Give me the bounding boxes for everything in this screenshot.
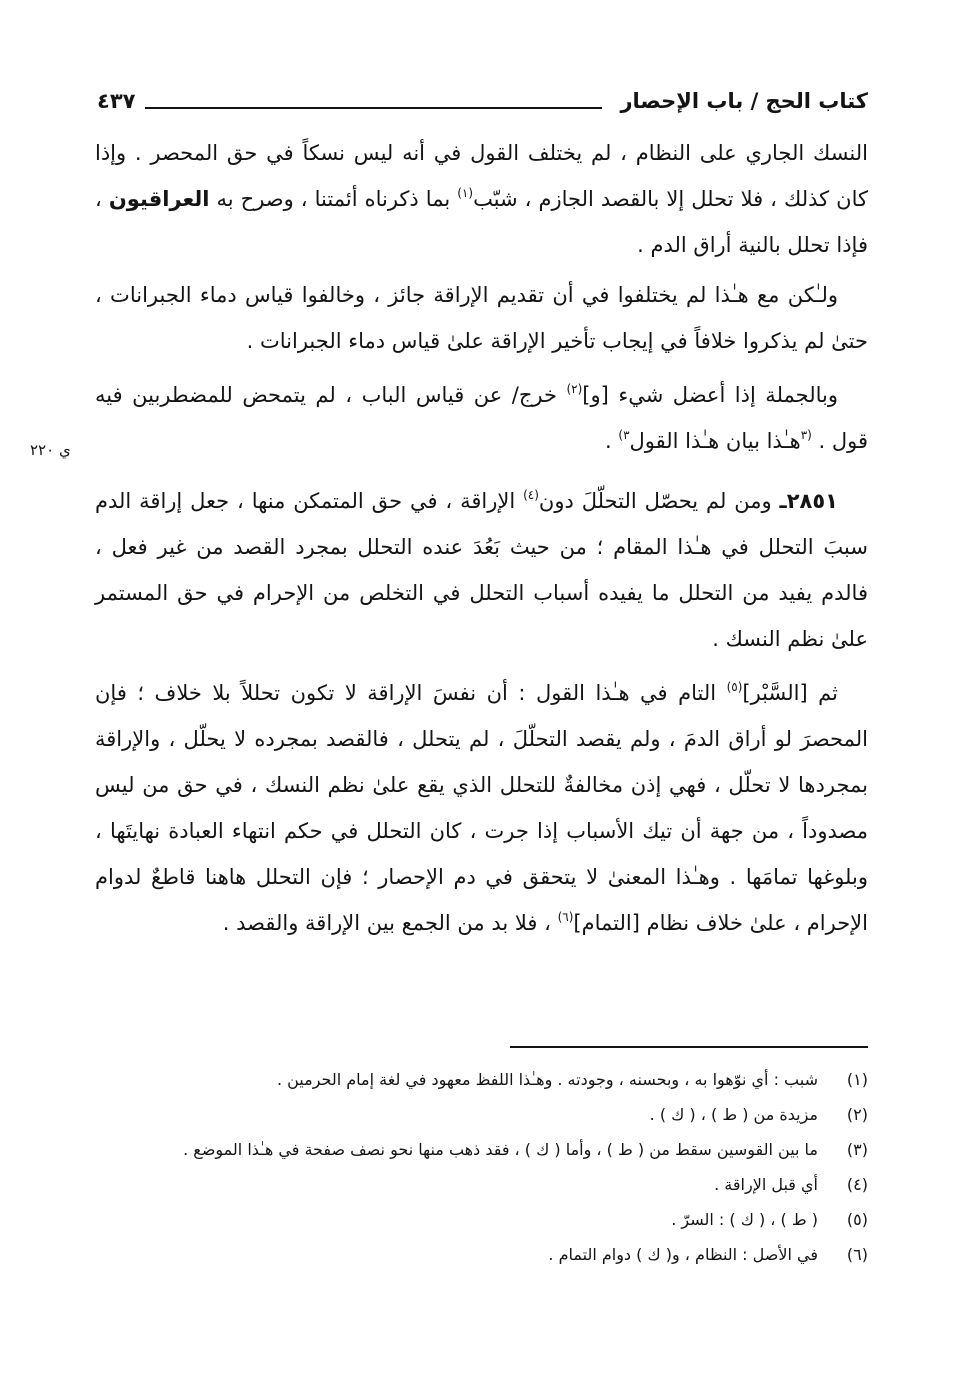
page-content — [95, 130, 868, 1272]
body-text: خرج/ عن قياس الباب ، لم يتمحض للمضطربين فيه قول . — [95, 383, 868, 453]
section-number: ٢٨٥١ـ — [779, 489, 838, 513]
body-text: وبالجملة إذا أعضل شيء [و] — [582, 383, 838, 407]
body-text: هـٰذا بيان هـٰذا القول — [629, 429, 801, 453]
body-text: . — [605, 429, 619, 453]
footnote-number: (٦) — [846, 1245, 868, 1264]
paragraph — [95, 130, 868, 268]
body-text: ، فلا بد من الجمع بين الإراقة والقصد . — [222, 911, 558, 935]
body-text: النسك الجاري على النظام ، لم يختلف القول في أنه ليس نسكاً في حق المحصر . وإذا كان كذلك ، فلا تحلل إلا بالقصد الجازم ، شبّب — [95, 141, 868, 211]
footnote-text: ( ط ) ، ( ك ) : السرّ . — [671, 1210, 818, 1229]
footnote-text: أي قبل الإراقة . — [714, 1175, 818, 1194]
footnote-marker: (٦) — [557, 910, 574, 924]
bold-term: العراقيون — [108, 187, 210, 211]
footnote-range-close-marker: ٣) — [618, 428, 630, 442]
footnote-number: (١) — [846, 1070, 868, 1089]
footnote-item — [95, 1202, 868, 1237]
paragraph — [95, 670, 868, 946]
running-header-title: كتاب الحج / باب الإحصار — [620, 89, 868, 113]
footnote-number: (٣) — [846, 1140, 868, 1159]
footnote-marker: (١) — [457, 186, 474, 200]
footnote-separator — [510, 1046, 868, 1048]
body-text: ومن لم يحصّل التحلّلَ دون — [538, 489, 780, 513]
footnote-range-open-marker: (٣ — [800, 428, 812, 442]
body-text: ثم [السَّبْر] — [742, 681, 838, 705]
footnote-item — [95, 1167, 868, 1202]
header-rule — [145, 107, 602, 109]
page-number: ٤٣٧ — [97, 89, 136, 113]
footnote-item — [95, 1097, 868, 1132]
footnote-marker: (٤) — [523, 488, 539, 502]
footnote-text: مزيدة من ( ط ) ، ( ك ) . — [649, 1105, 818, 1124]
main-text — [95, 130, 868, 1038]
body-text: الإراقة ، في حق المتمكن منها ، جعل إراقة الدم سببَ التحلل في هـٰذا المقام ؛ من حيث بَعُدَ عنده التحلل بمجرد القصد من غير فعل ، فالدم يفيد من التحلل ما يفيده أسباب التحلل في التخلص من الإحرام في حق المستمر علىٰ نظم النسك . — [95, 489, 868, 651]
footnote-item — [95, 1132, 868, 1167]
footnote-number: (٤) — [846, 1175, 868, 1194]
footnote-number: (٢) — [846, 1105, 868, 1124]
body-text: بما ذكرناه أئمتنا ، وصرح به — [209, 187, 458, 211]
footnote-number: (٥) — [846, 1210, 868, 1229]
footnote-item — [95, 1237, 868, 1272]
paragraph — [95, 272, 868, 364]
running-header — [95, 84, 868, 118]
footnotes — [95, 1038, 868, 1272]
manuscript-folio-note: ٢٢٠ ي — [30, 441, 71, 459]
body-text: ، فإذا تحلل بالنية أراق الدم . — [95, 187, 868, 257]
footnote-item — [95, 1062, 868, 1097]
footnote-marker: (٥) — [726, 680, 743, 694]
footnote-text: ما بين القوسين سقط من ( ط ) ، وأما ( ك ) ، فقد ذهب منها نحو نصف صفحة في هـٰذا الموضع . — [183, 1140, 818, 1159]
paragraph — [95, 372, 868, 464]
paragraph — [95, 478, 868, 662]
footnote-marker: (٢) — [566, 382, 583, 396]
body-text: التام في هـٰذا القول : أن نفسَ الإراقة لا تكون تحللاً بلا خلاف ؛ فإن المحصرَ لو أراق الدمَ ، ولم يقصد التحلّلَ ، لم يتحلل ، فالقصد بمجرده لا يحلّل ، والإراقة بمجردها لا تحلّل ، فهي إذن مخالفةٌ للتحلل الذي يقع علىٰ نظم النسك ، في حق من ليس مصدوداً ، من جهة أن تيك الأسباب إذا جرت ، كان التحلل في حكم انتهاء العبادة نهايتَها ، وبلوغها تمامَها . وهـٰذا المعنىٰ لا يتحقق في دم الإحصار ؛ فإن التحلل هاهنا قاطعٌ لدوام الإحرام ، علىٰ خلاف نظام [التمام] — [95, 681, 868, 935]
footnote-text: شبب : أي نوّهوا به ، وبحسنه ، وجودته . وهـٰذا اللفظ معهود في لغة إمام الحرمين . — [276, 1070, 818, 1089]
body-text: ولـٰكن مع هـٰذا لم يختلفوا في أن تقديم الإراقة جائز ، وخالفوا قياس دماء الجبرانات ، حتىٰ لم يذكروا خلافاً في إيجاب تأخير الإراقة علىٰ قياس دماء الجبرانات . — [95, 283, 868, 353]
footnote-text: في الأصل : النظام ، و( ك ) دوام التمام . — [548, 1245, 818, 1264]
